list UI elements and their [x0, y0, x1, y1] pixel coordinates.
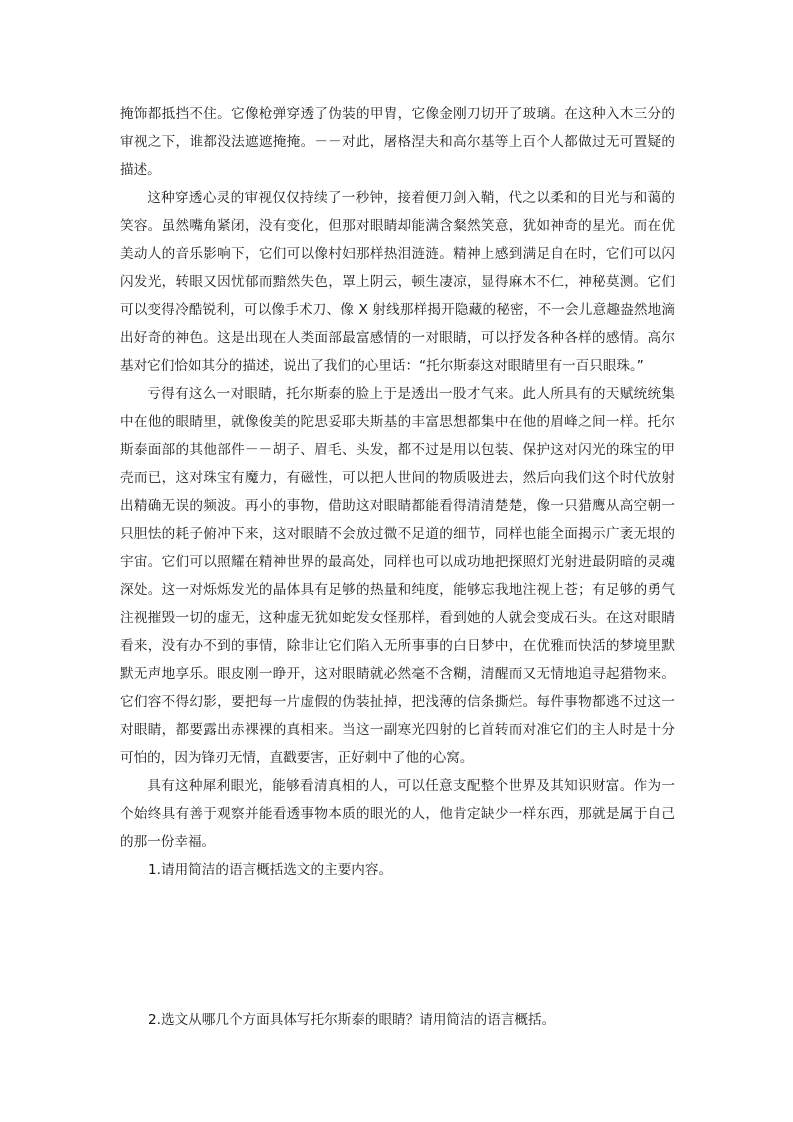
paragraph-gaze: 这种穿透心灵的审视仅仅持续了一秒钟，接着便刀剑入鞘，代之以柔和的目光与和蔼的笑容。虽然嘴角紧闭，没有变化，但那对眼睛却能满含粲然笑意，犹如神奇的星光。而在优美动人的音乐影响下，它们可以像村妇那样热泪涟涟。精神上感到满足自在时，它们可以闪闪发光，转眼又因忧郁而黯然失色，罩上阴云，顿生凄凉，显得麻木不仁，神秘莫测。它们可以变得冷酷锐利，可以像手术刀、像 X 射线那样揭开隐藏的秘密，不一会儿意趣盎然地滴出好奇的神色。这是出现在人类面部最富感情的一对眼睛，可以抒发各种各样的感情。高尔基对它们恰如其分的描述，说出了我们的心里话：“托尔斯泰这对眼睛里有一百只眼珠。”	[120, 190, 675, 374]
paragraph-eyes-talent: 亏得有这么一对眼睛，托尔斯泰的脸上于是透出一股才气来。此人所具有的天赋统统集中在他的眼睛里，就像俊美的陀思妥耶夫斯基的丰富思想都集中在他的眉峰之间一样。托尔斯泰面部的其他部件－－胡子、眉毛、头发，都不过是用以包装、保护这对闪光的珠宝的甲壳而已，这对珠宝有魔力，有磁性，可以把人世间的物质吸进去，然后向我们这个时代放射出精确无误的频波。再小的事物，借助这对眼睛都能看得清清楚楚，像一只猎鹰从高空朝一只胆怯的耗子俯冲下来，这对眼睛不会放过微不足道的细节，同样也能全面揭示广袤无垠的宇宙。它们可以照耀在精神世界的最高处，同样也可以成功地把探照灯光射进最阴暗的灵魂深处。这一对烁烁发光的晶体具有足够的热量和纯度，能够忘我地注视上苍；有足够的勇气注视摧毁一切的虚无，这种虚无犹如蛇发女怪那样，看到她的人就会变成石头。在这对眼睛看来，没有办不到的事情，除非让它们陷入无所事事的白日梦中，在优雅而快活的梦境里默默无声地享乐。眼皮刚一睁开，这对眼睛就必然毫不含糊，清醒而又无情地追寻起猎物来。它们容不得幻影，要把每一片虚假的伪装扯掉，把浅薄的信条撕烂。每件事物都逃不过这一对眼睛，都要露出赤裸裸的真相来。当这一副寒光四射的匕首转而对准它们的主人时是十分可怕的，因为锋刃无情，直戳要害，正好刺中了他的心窝。	[120, 386, 675, 766]
paragraph-conclusion: 具有这种犀利眼光，能够看清真相的人，可以任意支配整个世界及其知识财富。作为一个始终具有善于观察并能看透事物本质的眼光的人，他肯定缺少一样东西，那就是属于自己的那一份幸福。	[120, 778, 675, 850]
paragraph-continuation: 掩饰都抵挡不住。它像枪弹穿透了伪装的甲胄，它像金刚刀切开了玻璃。在这种入木三分的审视之下，谁都没法遮遮掩掩。－－对此，屠格涅夫和高尔基等上百个人都做过无可置疑的描述。	[120, 106, 675, 178]
question-2: 2.选文从哪几个方面具体写托尔斯泰的眼睛？请用简洁的语言概括。	[148, 1012, 556, 1028]
document-page	[120, 100, 675, 1028]
question-1: 1.请用简洁的语言概括选文的主要内容。	[148, 862, 393, 878]
